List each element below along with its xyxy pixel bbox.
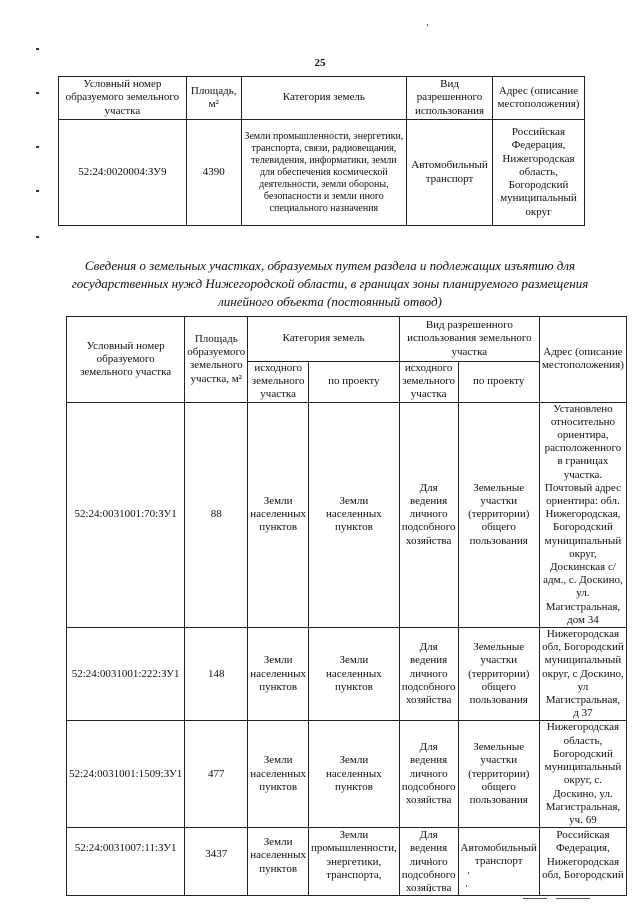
use-project: Земельные участки (территории) общего пользования <box>458 721 539 828</box>
subheader-cell: по проекту <box>458 362 539 403</box>
address: Российская Федерация, Нижегородская обл, Богородский <box>539 828 626 896</box>
category-source: Земли населенных пунктов <box>248 628 309 721</box>
page-number: 25 <box>314 57 326 69</box>
use-project: Автомобильный транспорт <box>458 828 539 896</box>
subheader-cell: исходного земельного участка <box>399 362 458 403</box>
table-header-row <box>67 317 627 362</box>
header-cell: Адрес (описание местоположения) <box>539 317 626 403</box>
header-cell: Категория земель <box>248 317 399 362</box>
table-row <box>59 120 585 226</box>
area-value: 477 <box>185 721 248 828</box>
use-source: Для ведения личного подсобного хозяйства <box>399 402 458 627</box>
area-value: 148 <box>185 628 248 721</box>
header-cell: Площадь, м² <box>186 77 241 120</box>
area-value: 88 <box>185 402 248 627</box>
use-project: Земельные участки (территории) общего пользования <box>458 628 539 721</box>
cadastral-number: 52:24:0031001:222:ЗУ1 <box>67 628 185 721</box>
use-source: Для ведения личного подсобного хозяйства <box>399 828 458 896</box>
address: Российская Федерация, Нижегородская область, Богородский муниципальный округ <box>493 120 585 226</box>
table-row <box>67 402 627 627</box>
cadastral-number: 52:24:0031007:11:ЗУ1 <box>67 828 185 896</box>
area-value: 4390 <box>186 120 241 226</box>
scan-speck <box>427 24 428 26</box>
scan-line <box>523 898 547 899</box>
parcel-table-2 <box>66 316 627 896</box>
category-source: Земли населенных пунктов <box>248 402 309 627</box>
scan-line <box>556 898 590 899</box>
header-cell: Адрес (описание местоположения) <box>493 77 585 120</box>
category-project: Земли населенных пунктов <box>308 402 399 627</box>
header-cell: Площадь образуемого земельного участка, м² <box>185 317 248 403</box>
scan-mark <box>36 92 39 94</box>
scan-mark <box>36 236 39 238</box>
cadastral-number: 52:24:0031001:70:ЗУ1 <box>67 402 185 627</box>
address: Установлено относительно ориентира, расположенного в границах участка. Почтовый адрес ориентира: обл. Нижегородская, Богородский муниципальный округ, Доскинская с/адм., с. Доскино, ул. Магистральная, дом 34 <box>539 402 626 627</box>
cadastral-number: 52:24:0031001:1509:ЗУ1 <box>67 721 185 828</box>
table-header-row <box>59 77 585 120</box>
parcel-table-1 <box>58 76 585 226</box>
address: Нижегородская область, Богородский муниципальный округ, с. Доскино, ул. Магистральная, уч. 69 <box>539 721 626 828</box>
land-category: Земли промышленности, энергетики, транспорта, связи, радиовещания, телевидения, информатики, земли для обеспечения космической деятельности, земли обороны, безопасности и земли иного специального назначения <box>241 120 406 226</box>
scan-mark <box>36 48 39 50</box>
header-cell: Условный номер образуемого земельного участка <box>59 77 187 120</box>
category-project: Земли промышленности, энергетики, транспорта, <box>308 828 399 896</box>
subheader-cell: по проекту <box>308 362 399 403</box>
scan-mark <box>36 146 39 148</box>
scan-mark <box>36 190 39 192</box>
use-project: Земельные участки (территории) общего пользования <box>458 402 539 627</box>
table-row <box>67 628 627 721</box>
area-value: 3437 <box>185 828 248 896</box>
header-cell: Условный номер образуемого земельного участка <box>67 317 185 403</box>
section-heading: Сведения о земельных участках, образуемых путем раздела и подлежащих изъятию для государственных нужд Нижегородской области, в границах зоны планируемого размещения линейного объекта (постоянный отвод) <box>71 258 589 309</box>
table-row <box>67 828 627 896</box>
permitted-use: Автомобильный транспорт <box>407 120 493 226</box>
header-cell: Вид разрешенного использования <box>407 77 493 120</box>
category-source: Земли населенных пунктов <box>248 828 309 896</box>
category-source: Земли населенных пунктов <box>248 721 309 828</box>
subheader-cell: исходного земельного участка <box>248 362 309 403</box>
use-source: Для ведения личного подсобного хозяйства <box>399 721 458 828</box>
header-cell: Категория земель <box>241 77 406 120</box>
category-project: Земли населенных пунктов <box>308 721 399 828</box>
table-row <box>67 721 627 828</box>
category-project: Земли населенных пунктов <box>308 628 399 721</box>
cadastral-number: 52:24:0020004:ЗУ9 <box>59 120 187 226</box>
use-source: Для ведения личного подсобного хозяйства <box>399 628 458 721</box>
address: Нижегородская обл, Богородский муниципальный округ, с Доскино, ул Магистральная, д 37 <box>539 628 626 721</box>
header-cell: Вид разрешенного использования земельного участка <box>399 317 539 362</box>
